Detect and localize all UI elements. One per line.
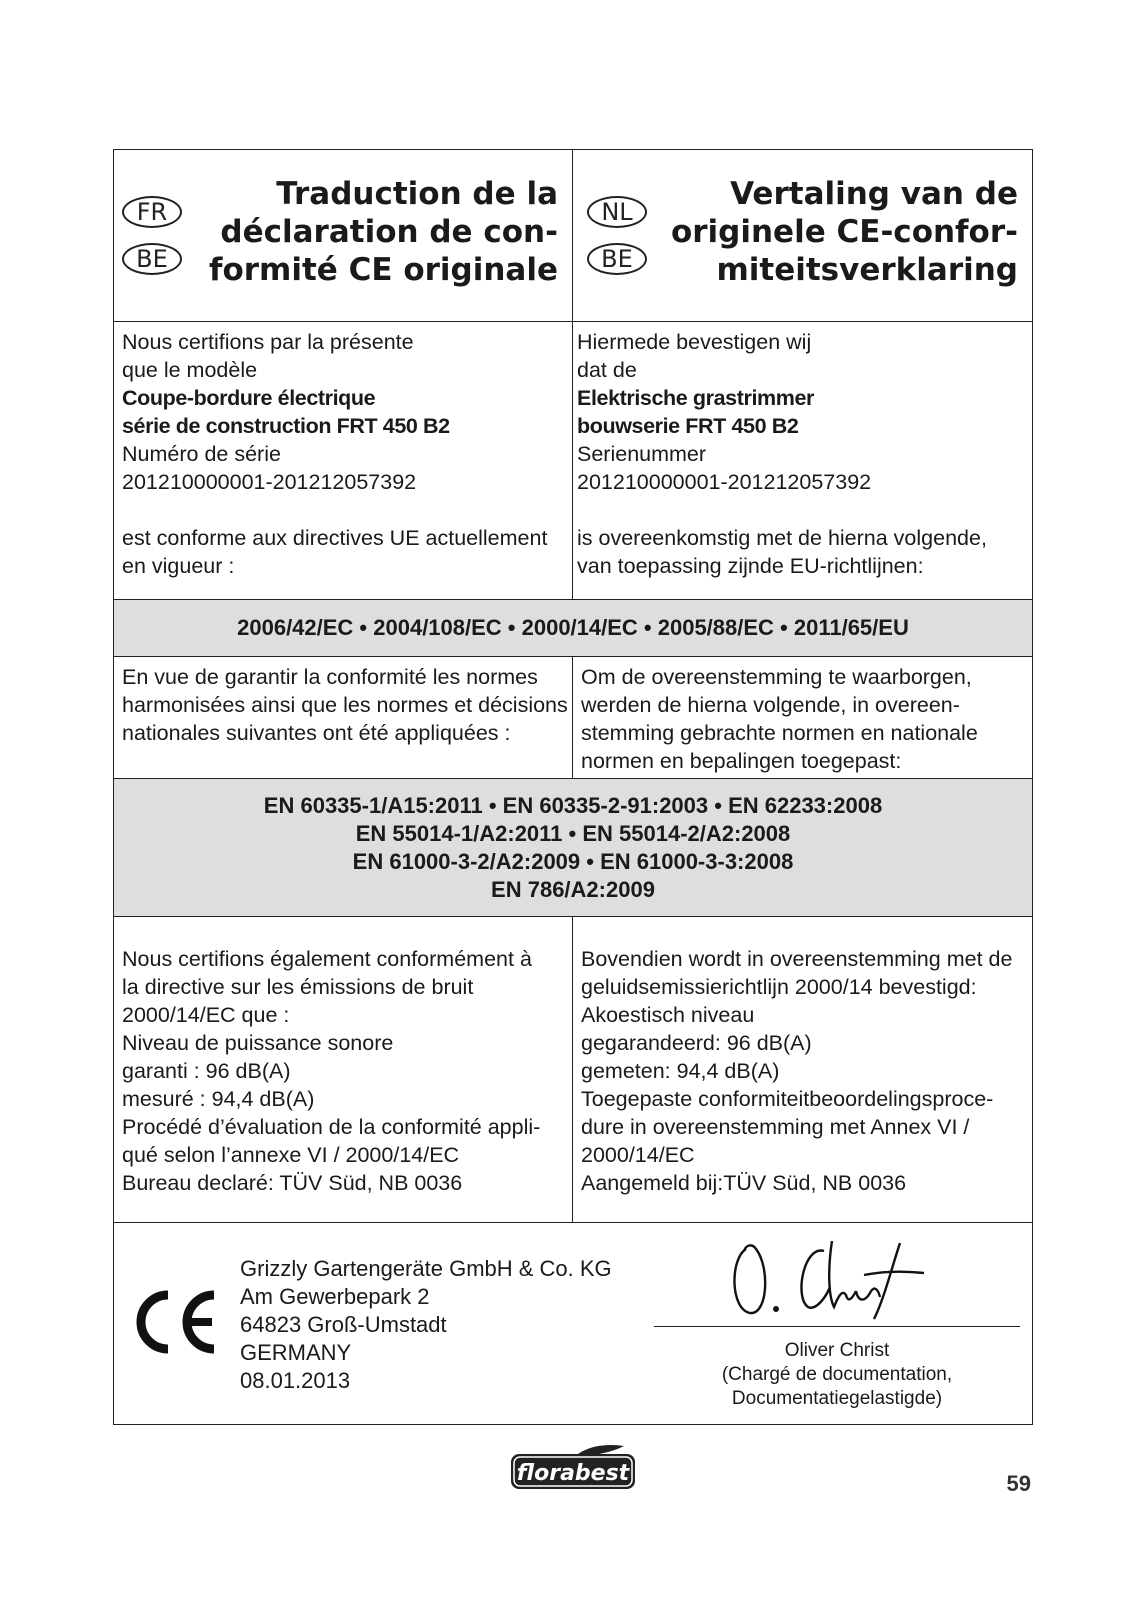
title-line: originele CE-confor- [670,214,1018,250]
signatory [674,1339,1000,1411]
text-line: werden de hierna volgende, in overeen- [581,693,960,717]
text-line: Procédé d’évaluation de la conformité appli- [122,1115,541,1139]
model-name: Coupe-bordure électrique [122,386,376,410]
text-line: normen en bepalingen toegepast: [581,749,902,773]
signatory-role: (Chargé de documentation, [721,1364,953,1385]
text-line: stemming gebrachte normen en nationale [581,721,978,745]
text-line: que le modèle [122,358,258,382]
signature-image [724,1237,934,1323]
declaration-table [113,149,1033,1425]
guaranteed-level: garanti : 96 dB(A) [122,1059,291,1083]
norm-line: EN 61000-3-2/A2:2009 • EN 61000-3-3:2008 [352,849,794,874]
text-line: Bovendien wordt in overeenstemming met de [581,947,1013,971]
norm-line: EN 55014-1/A2:2011 • EN 55014-2/A2:2008 [355,821,791,846]
text-line: nationales suivantes ont été appliquées : [122,721,511,745]
directives-list: 2006/42/EC • 2004/108/EC • 2000/14/EC • 2005/88/EC • 2011/65/EU [237,615,909,640]
text-line: van toepassing zijnde EU-richtlijnen: [577,554,924,578]
norms-intro-fr [114,657,573,778]
country-badge-nl: NL [587,196,647,228]
title-line: miteitsverklaring [716,252,1018,288]
text-line: Nous certifions également conformément à [122,947,532,971]
text-line: Niveau de puissance sonore [122,1031,394,1055]
measured-level: gemeten: 94,4 dB(A) [581,1059,780,1083]
text-line: Toegepaste conformiteitbeoordelingsproce- [581,1087,994,1111]
country: GERMANY [240,1340,352,1365]
notified-body: Bureau declaré: TÜV Süd, NB 0036 [122,1171,463,1195]
norm-line: EN 60335-1/A15:2011 • EN 60335-2-91:2003 • EN 62233:2008 [263,793,883,818]
text-line: En vue de garantir la conformité les normes [122,665,538,689]
street: Am Gewerbepark 2 [240,1284,430,1309]
noise-row [114,917,1032,1223]
text-line: Akoestisch niveau [581,1003,755,1027]
text-line: est conforme aux directives UE actuellement [122,526,548,550]
city: 64823 Groß-Umstadt [240,1312,447,1337]
ce-mark-icon [128,1287,220,1357]
noise-fr [114,917,573,1222]
text-line: dure in overeenstemming met Annex VI / [581,1115,970,1139]
header-row [114,150,1032,322]
serial-number: 201210000001-201212057392 [122,470,417,494]
title-line: formité CE originale [208,252,558,288]
directives-band [114,600,1032,657]
noise-nl [573,917,1032,1222]
text-line: Nous certifions par la présente [122,330,414,354]
text-line: dat de [577,358,637,382]
serial-label: Numéro de série [122,442,281,466]
country-badge-be: BE [122,243,182,275]
text-line: is overeenkomstig met de hierna volgende, [577,526,987,550]
text-line: en vigueur : [122,554,235,578]
norms-band [114,779,1032,917]
text-line: Hiermede bevestigen wij [577,330,812,354]
text-line: qué selon l’annexe VI / 2000/14/EC [122,1143,460,1167]
guaranteed-level: gegarandeerd: 96 dB(A) [581,1031,812,1055]
product-row [114,322,1032,600]
norm-line: EN 786/A2:2009 [491,877,655,902]
text-line: geluidsemissierichtlijn 2000/14 bevestigd: [581,975,977,999]
notified-body: Aangemeld bij:TÜV Süd, NB 0036 [581,1171,907,1195]
signatory-role: Documentatiegelastigde) [731,1388,943,1409]
model-series: bouwserie FRT 450 B2 [577,414,799,438]
svg-text:florabest: florabest [516,1461,630,1486]
page-number: 59 [1006,1471,1031,1496]
model-name: Elektrische grastrimmer [577,386,814,410]
country-badge-fr: FR [122,196,182,228]
company-name: Grizzly Gartengeräte GmbH & Co. KG [240,1256,612,1281]
serial-label: Serienummer [577,442,707,466]
title-nl [671,175,1018,289]
signature-line [654,1326,1020,1327]
header-fr [114,150,573,321]
text-line: harmonisées ainsi que les normes et décisions [122,693,568,717]
norms-intro-row [114,657,1032,779]
title-fr [209,175,558,289]
manufacturer-address [240,1255,612,1395]
model-series: série de construction FRT 450 B2 [122,414,450,438]
text-line: 2000/14/EC [581,1143,695,1167]
date: 08.01.2013 [240,1368,351,1393]
product-nl [573,322,1032,599]
florabest-logo [508,1442,638,1492]
norms-intro-nl [573,657,1032,778]
title-line: déclaration de con- [220,214,558,250]
product-fr [114,322,573,599]
text-line: Om de overeenstemming te waarborgen, [581,665,972,689]
signature-row [114,1223,1032,1424]
serial-number: 201210000001-201212057392 [577,470,872,494]
text-line: 2000/14/EC que : [122,1003,290,1027]
title-line: Vertaling van de [730,176,1018,212]
text-line: la directive sur les émissions de bruit [122,975,474,999]
signatory-name: Oliver Christ [784,1340,890,1361]
header-nl [573,150,1032,321]
measured-level: mesuré : 94,4 dB(A) [122,1087,315,1111]
title-line: Traduction de la [276,176,558,212]
country-badge-be: BE [587,243,647,275]
